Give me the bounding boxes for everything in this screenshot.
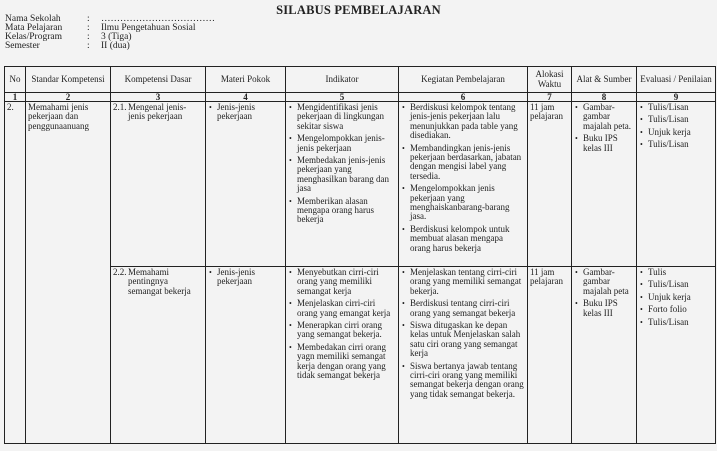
row-number: 2. [5,102,26,444]
materi-list [208,268,283,287]
column-header: Evaluasi / Penilaian [637,67,716,93]
alat-item: • Gambar-gambar majalah peta. [583,103,634,131]
column-number: 8 [572,93,637,102]
kegiatan-item: • Siswa ditugaskan ke depan kelas untuk Menjelaskan salah satu ciri orang yang semangat kerja [410,321,525,359]
kegiatan-item: • Berdiskusi kelompok tentang jenis-jenis pekerjaan lalu menunjukkan pada table yang disediakan. [410,103,525,141]
indikator-item: • Memberikan alasan mengapa orang harus bekerja [297,197,396,225]
kegiatan-item: • Membandingkan jenis-jenis pekerjaan berdasarkan, jabatan dengan mengisi label yang tersedia. [410,144,525,182]
kompetensi-dasar-cell [111,267,206,444]
column-header: Standar Kompetensi [26,67,111,93]
meta-value: ……………………………… [101,14,215,24]
kegiatan-cell [399,102,528,267]
meta-label: Nama Sekolah [5,14,61,24]
indikator-list [288,103,396,225]
table-row [5,102,716,267]
evaluasi-item: • Unjuk kerja [648,293,713,302]
meta-separator: : [87,41,90,51]
column-number: 7 [528,93,572,102]
column-number: 5 [286,93,399,102]
evaluasi-cell [637,267,716,444]
column-header: Indikator [286,67,399,93]
column-number: 1 [5,93,26,102]
evaluasi-item: • Unjuk kerja [648,128,713,137]
kd-text: Mengenal jenis-jenis pekerjaan [128,102,187,122]
meta-label: Mata Pelajaran [5,23,63,33]
kompetensi-dasar [113,103,203,122]
alat-item: • Buku IPS kelas III [583,299,634,318]
column-number: 4 [206,93,286,102]
meta-value: II (dua) [101,41,130,51]
materi-item: • Jenis-jenis pekerjaan [217,268,283,287]
indikator-item: • Membedakan cirri orang yagn memiliki semangat kerja dengan orang yang tidak semangat bekerja [297,343,396,381]
alat-item: • Gambar-gambar majalah peta [583,268,634,296]
syllabus-table [4,66,716,444]
meta-row [5,42,215,51]
kd-text: Memahami pentingnya semangat bekerja [128,267,191,296]
column-header: Kegiatan Pembelajaran [399,67,528,93]
materi-cell [206,267,286,444]
alat-cell [572,267,637,444]
column-number: 2 [26,93,111,102]
column-number: 6 [399,93,528,102]
kegiatan-item: • Menjelaskan tentang cirri-ciri orang yang memiliki semangat bekerja. [410,268,525,296]
evaluasi-item: • Tulis/Lisan [648,140,713,149]
kegiatan-item: • Berdiskusi tentang cirri-ciri orang yang semangat bekerja [410,299,525,318]
kegiatan-item: • Mengelompokkan jenis pekerjaan yang menghaiskanbarang-barang jasa. [410,184,525,222]
kompetensi-dasar [113,268,203,296]
materi-item: • Jenis-jenis pekerjaan [217,103,283,122]
kegiatan-item: • Berdiskusi kelompok untuk membuat alasan mengapa orang harus bekerja [410,225,525,253]
meta-label: Kelas/Program [5,32,62,42]
evaluasi-item: • Tulis/Lisan [648,103,713,112]
table-row [5,267,716,444]
indikator-item: • Menjelaskan cirri-ciri orang yang emangat kerja [297,299,396,318]
column-header: Kompetensi Dasar [111,67,206,93]
kegiatan-list [401,268,525,399]
indikator-item: • Mengidentifikasi jenis pekerjaan di lingkungan sekitar siswa [297,103,396,131]
alat-list [574,103,634,153]
meta-separator: : [87,14,90,24]
indikator-item: • Menyebutkan cirri-ciri orang yang memiliki semangat kerja [297,268,396,296]
meta-value: 3 (Tiga) [101,32,132,42]
alat-list [574,268,634,318]
page-title: SILABUS PEMBELAJARAN [276,3,441,17]
evaluasi-cell [637,102,716,267]
meta-value: Ilmu Pengetahuan Sosial [101,23,196,33]
kompetensi-dasar-cell [111,102,206,267]
column-header: No [5,67,26,93]
kegiatan-cell [399,267,528,444]
column-header: Materi Pokok [206,67,286,93]
kegiatan-item: • Siswa bertanya jawab tentang cirri-ciri orang yang memiliki semangat bekerja dengan orang yang tidak semangat bekerja. [410,362,525,400]
evaluasi-list [639,103,713,150]
kd-number: 2.2. [113,267,127,277]
column-number: 9 [637,93,716,102]
indikator-item: • Mengelompokkan jenis-jenis pekerjaan [297,134,396,153]
column-header: Alokasi Waktu [528,67,572,93]
evaluasi-item: • Forto folio [648,305,713,314]
indikator-item: • Menerapkan cirri orang yang semangat bekerja. [297,321,396,340]
alat-item: • Buku IPS kelas III [583,134,634,153]
standar-kompetensi: Memahami jenis pekerjaan dan penggunaanuang [26,102,111,444]
meta-separator: : [87,32,90,42]
evaluasi-item: • Tulis/Lisan [648,115,713,124]
evaluasi-list [639,268,713,327]
column-number: 3 [111,93,206,102]
column-header: Alat & Sumber [572,67,637,93]
indikator-list [288,268,396,380]
alat-cell [572,102,637,267]
indikator-item: • Membedakan jenis-jenis pekerjaan yang menghasilkan barang dan jasa [297,156,396,194]
indikator-cell [286,102,399,267]
kd-number: 2.1. [113,102,127,112]
evaluasi-item: • Tulis/Lisan [648,280,713,289]
alokasi-waktu: 11 jam pelajaran [528,102,572,267]
syllabus-meta [5,15,215,51]
indikator-cell [286,267,399,444]
meta-separator: : [87,23,90,33]
alokasi-waktu: 11 jam pelajaran [528,267,572,444]
evaluasi-item: • Tulis/Lisan [648,318,713,327]
kegiatan-list [401,103,525,253]
materi-cell [206,102,286,267]
materi-list [208,103,283,122]
evaluasi-item: • Tulis [648,268,713,277]
meta-label: Semester [5,41,40,51]
